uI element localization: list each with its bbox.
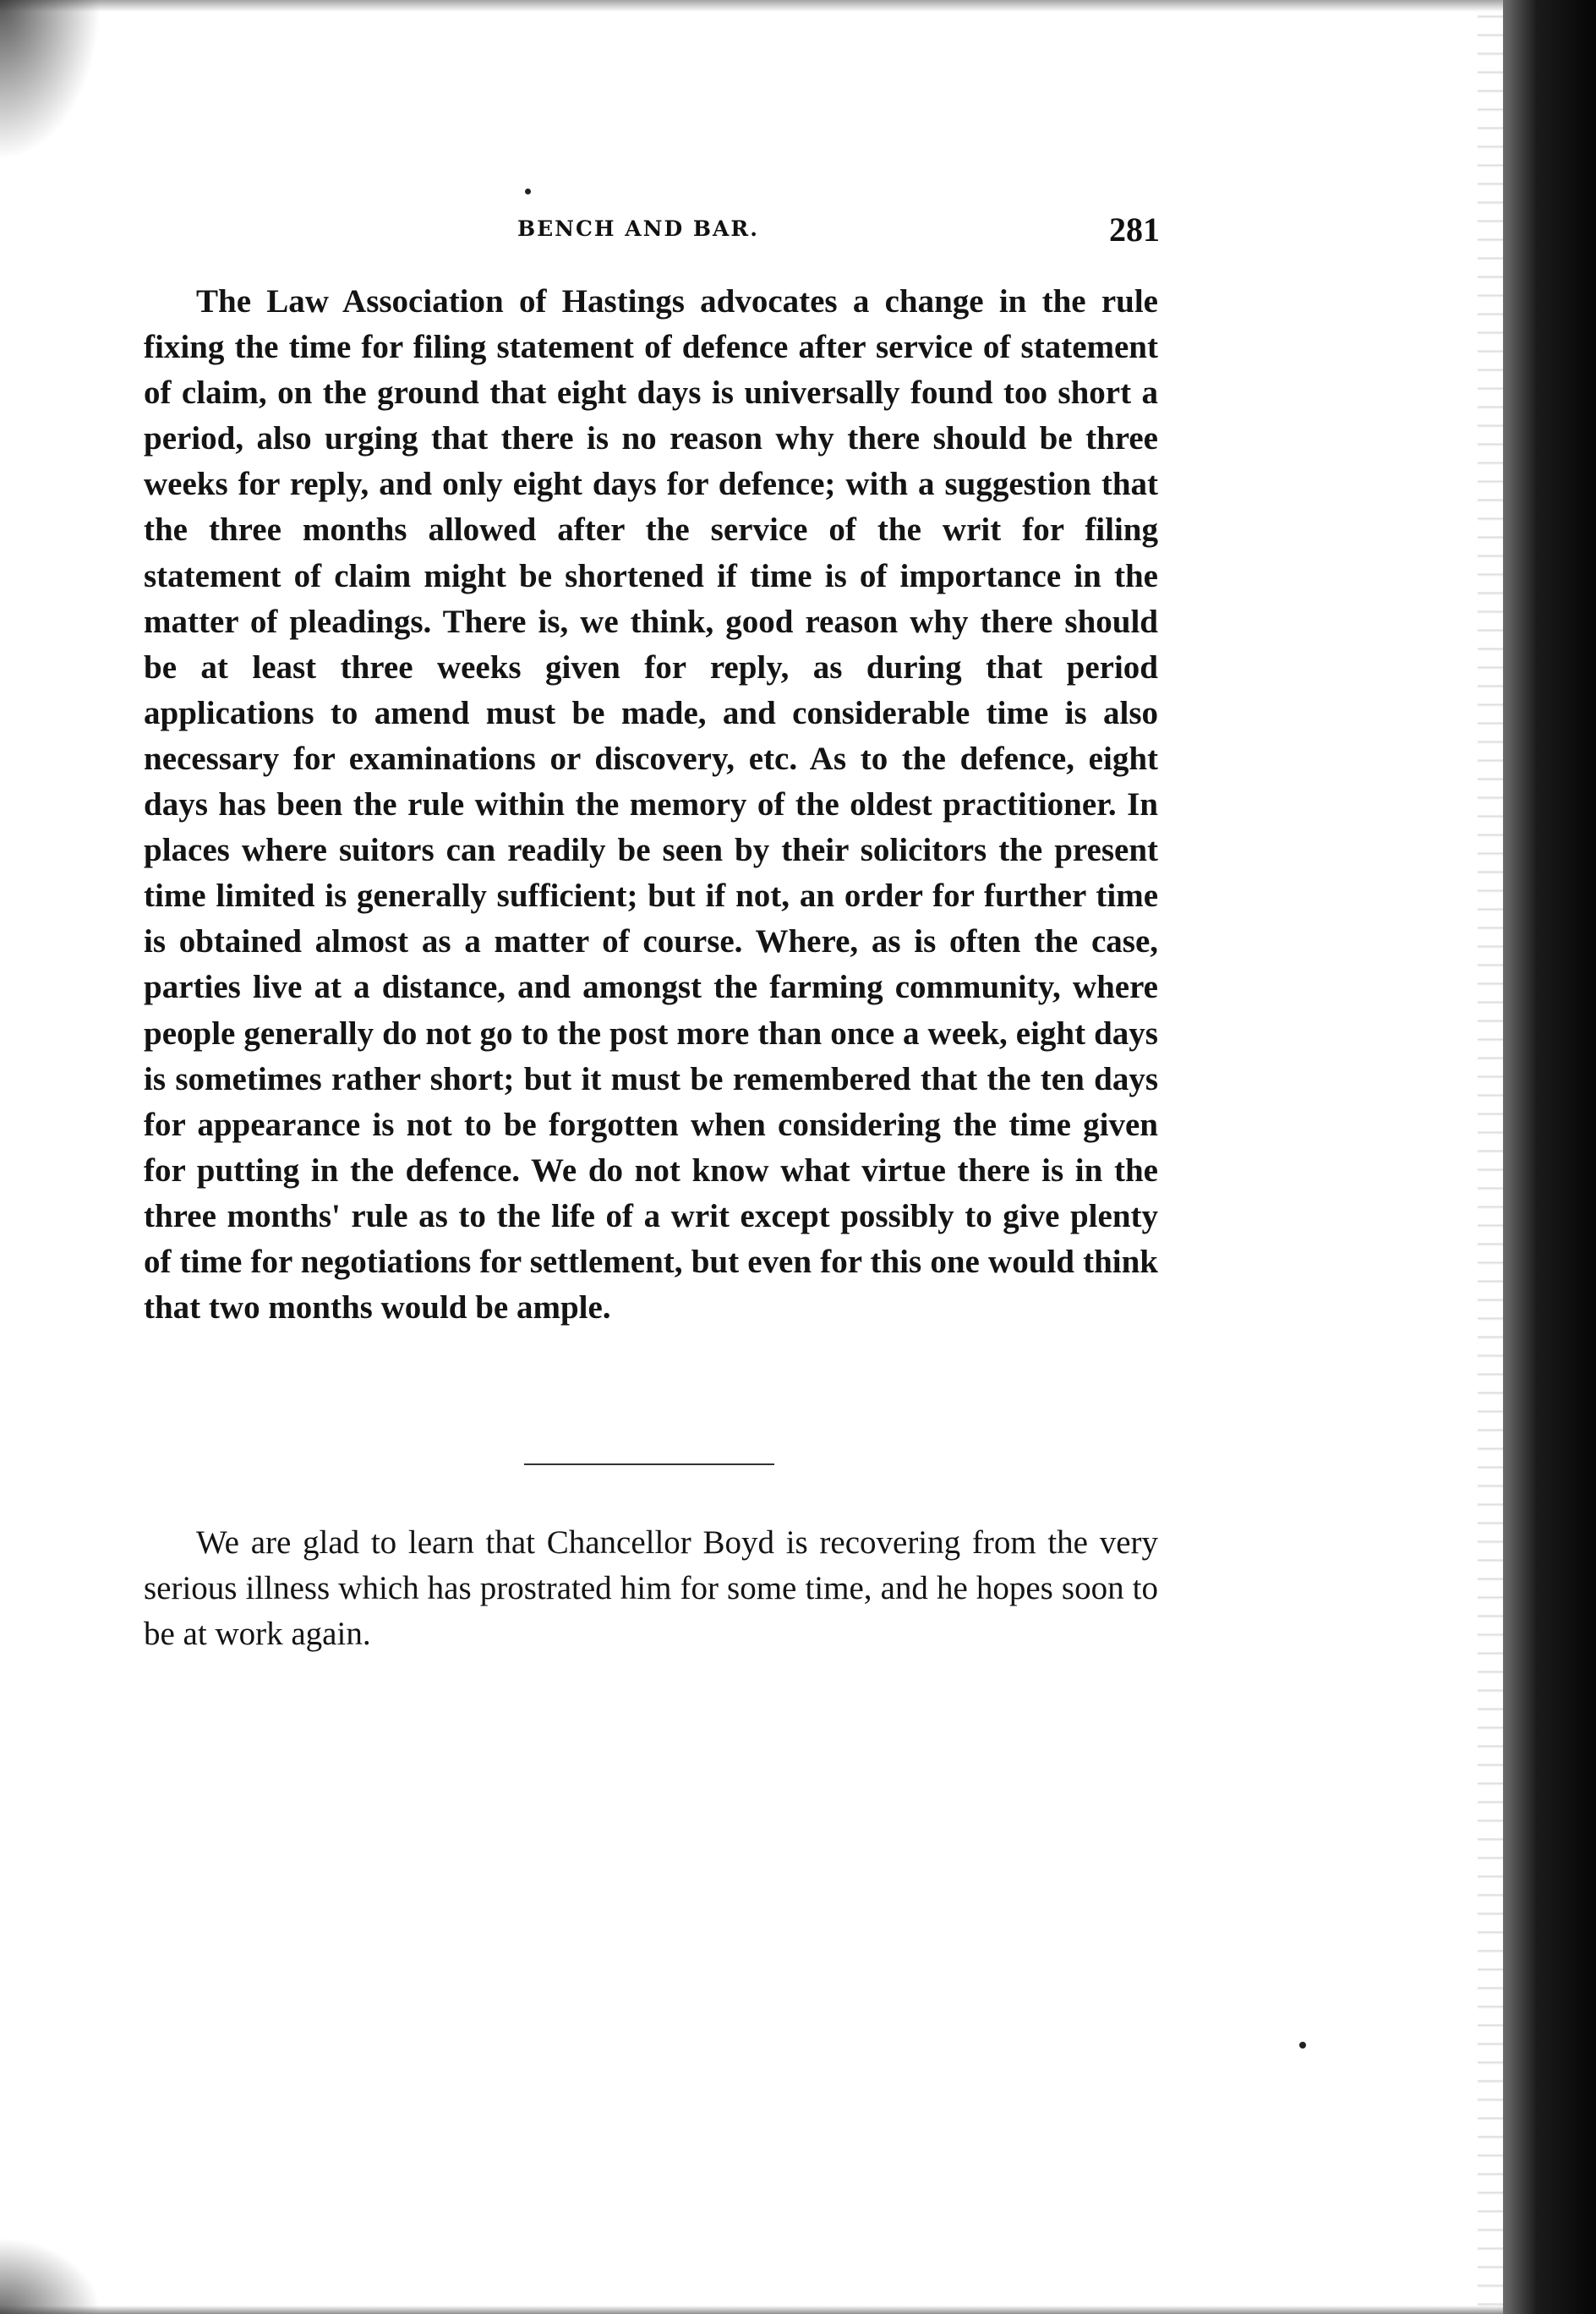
ink-speck: [1299, 2042, 1306, 2049]
scan-top-edge: [0, 0, 1522, 12]
scan-corner-shadow-top-left: [0, 0, 101, 161]
scan-bottom-edge: [0, 2306, 1522, 2314]
page-header: [517, 210, 1160, 250]
scan-right-binding-shadow: [1503, 0, 1596, 2314]
body-paragraph-chancellor-boyd: We are glad to learn that Chancellor Boyd is recovering from the very serious illness which has prostrated him for some time, and he hopes soon to be at work again.: [144, 1524, 1158, 1653]
section-divider-rule: [524, 1463, 774, 1465]
ink-speck: [525, 189, 531, 194]
running-head: BENCH AND BAR.: [517, 216, 759, 241]
scan-corner-shadow-bottom-left: [0, 2238, 101, 2314]
page-number: 281: [1109, 211, 1160, 249]
body-paragraph-law-association: The Law Association of Hastings advocates a change in the rule fixing the time for filing statement of defence after service of statement of claim, on the ground that eight days is universally found too short a period, also urging that there is no reason why there should be three weeks for reply, and only eight days for defence; with a suggestion that the three months allowed after the service of the writ for filing statement of claim might be shortened if time is of importance in the matter of pleadings. There is, we think, good reason why there should be at least three weeks given for reply, as during that period applications to amend must be made, and considerable time is also necessary for examinations or discovery, etc. As to the defence, eight days has been the rule within the memory of the oldest practitioner. In places where suitors can readily be seen by their solicitors the present time limited is generally sufficient; but if not, an order for further time is obtained almost as a matter of course. Where, as is often the case, parties live at a distance, and amongst the farming community, where people generally do not go to the post more than once a week, eight days is sometimes rather short; but it must be remembered that the ten days for appearance is not to be forgotten when considering the time given for putting in the defence. We do not know what virtue there is in the three months' rule as to the life of a writ except possibly to give plenty of time for negotiations for settlement, but even for this one would think that two months would be ample.: [144, 283, 1158, 1327]
